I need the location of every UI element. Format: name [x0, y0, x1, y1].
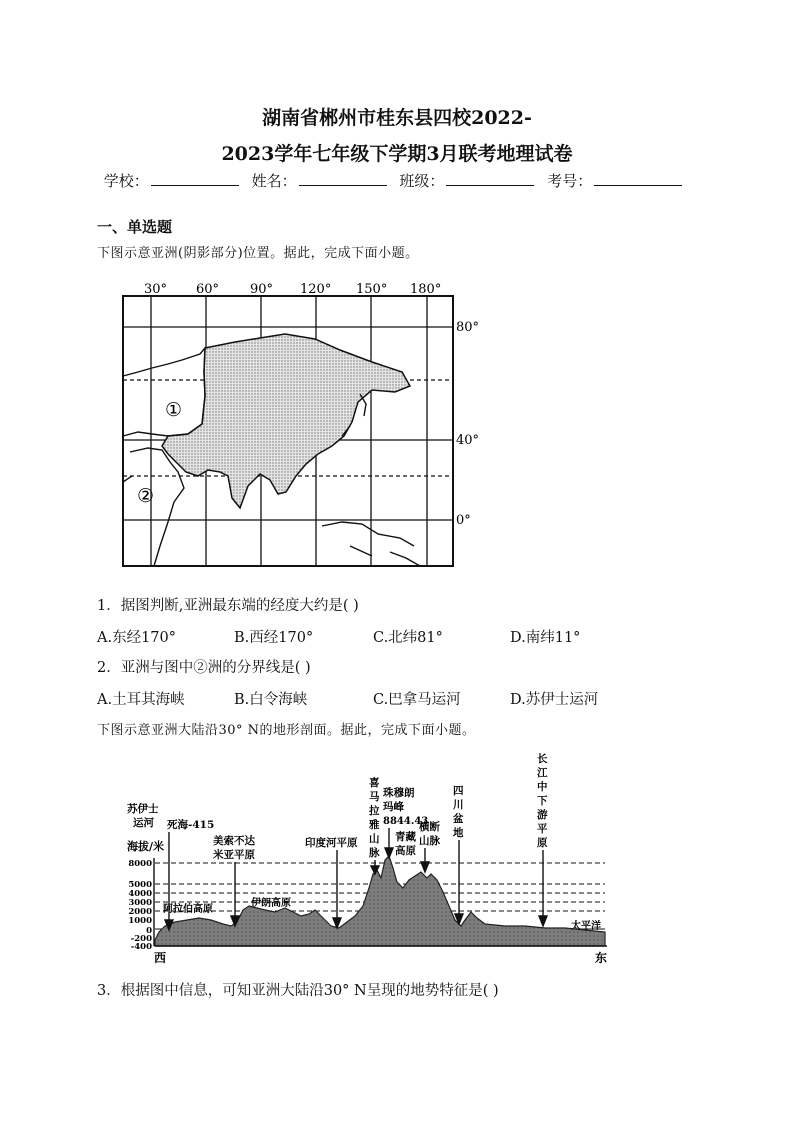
exam-number-label: 考号： — [547, 172, 593, 190]
label-sichuan-1: 四 — [453, 785, 464, 797]
label-yangtze-6: 平 — [537, 823, 548, 835]
q1-option-c[interactable]: C.北纬81° — [373, 630, 443, 646]
direction-west: 西 — [154, 951, 167, 965]
lat-label-80: 80° — [456, 320, 480, 335]
class-label: 班级： — [399, 172, 445, 190]
q2-option-c[interactable]: C.巴拿马运河 — [373, 692, 461, 708]
student-info-line — [0, 170, 794, 191]
label-himalaya-3: 拉 — [369, 805, 380, 817]
terrain-profile-fill — [155, 856, 605, 946]
label-hengduan-line1: 横断 — [419, 821, 440, 833]
lon-label-30: 30° — [144, 282, 168, 297]
section-title: 一、单选题 — [97, 218, 173, 236]
q1-option-a[interactable]: A.东经170° — [97, 630, 177, 646]
page-title-line1: 湖南省郴州市桂东县四校2022- — [262, 107, 532, 129]
label-everest-line2: 玛峰 — [383, 801, 404, 813]
label-suez-canal-line2: 运河 — [133, 817, 154, 829]
label-yangtze-2: 江 — [537, 767, 548, 779]
marker-1: ① — [165, 399, 183, 421]
intro-asia-map: 下图示意亚洲(阴影部分)位置。据此，完成下面小题。 — [97, 246, 419, 261]
label-himalaya-4: 雅 — [369, 819, 380, 831]
y-tick-minus400: -400 — [130, 942, 152, 952]
label-indus-plain: 印度河平原 — [305, 837, 358, 849]
question-2-stem: 2．亚洲与图中②洲的分界线是( ) — [97, 660, 311, 676]
y-tick-1000: 1000 — [128, 916, 152, 926]
label-yangtze-7: 原 — [537, 837, 548, 849]
y-tick-0: 0 — [146, 926, 152, 936]
profile-y-tick-labels — [128, 859, 152, 952]
label-himalaya-1: 喜 — [369, 777, 380, 789]
profile-y-title: 海拔/米 — [127, 840, 165, 853]
label-dead-sea: 死海-415 — [167, 819, 215, 831]
label-himalaya-2: 马 — [369, 791, 380, 803]
y-tick-8000: 8000 — [128, 859, 152, 869]
lat-label-40: 40° — [456, 433, 480, 448]
label-hengduan-line2: 山脉 — [419, 835, 440, 847]
page-title-line2: 2023学年七年级下学期3月联考地理试卷 — [221, 143, 573, 165]
label-everest-line3: 8844.43 — [383, 816, 429, 827]
lon-label-60: 60° — [196, 282, 220, 297]
label-yangtze-1: 长 — [537, 753, 548, 765]
lon-label-120: 120° — [300, 282, 332, 297]
label-pacific: 太平洋 — [571, 921, 601, 932]
terrain-profile-30n — [125, 750, 615, 965]
direction-east: 东 — [595, 951, 608, 965]
y-tick-minus200: -200 — [130, 934, 152, 944]
q2-option-a[interactable]: A.土耳其海峡 — [97, 692, 185, 708]
label-sichuan-3: 盆 — [453, 813, 464, 825]
name-label: 姓名： — [251, 172, 297, 190]
label-yangtze-5: 游 — [537, 809, 548, 821]
class-blank[interactable] — [446, 171, 534, 186]
lon-label-180: 180° — [410, 282, 442, 297]
label-yangtze-3: 中 — [537, 781, 548, 793]
y-tick-3000: 3000 — [128, 898, 152, 908]
label-tibet-line1: 青藏 — [395, 831, 416, 843]
marker-2: ② — [137, 485, 155, 507]
question-3-stem: 3．根据图中信息，可知亚洲大陆沿30° N呈现的地势特征是( ) — [97, 983, 499, 999]
label-mesopotamia-line2: 米亚平原 — [213, 849, 255, 861]
question-1-stem: 1．据图判断,亚洲最东端的经度大约是( ) — [97, 598, 359, 614]
school-label: 学校： — [103, 172, 149, 190]
label-himalaya-5: 山 — [369, 833, 380, 845]
lat-label-0: 0° — [456, 513, 471, 528]
y-tick-4000: 4000 — [128, 889, 152, 899]
asia-location-map — [110, 276, 495, 576]
label-tibet-line2: 高原 — [395, 845, 416, 857]
label-iran-plateau: 伊朗高原 — [251, 898, 291, 909]
lon-label-150: 150° — [356, 282, 388, 297]
name-blank[interactable] — [299, 171, 387, 186]
label-sichuan-2: 川 — [453, 799, 464, 811]
lon-label-90: 90° — [250, 282, 274, 297]
q1-option-d[interactable]: D.南纬11° — [510, 630, 581, 646]
q1-option-b[interactable]: B.西经170° — [234, 630, 314, 646]
intro-profile: 下图示意亚洲大陆沿30° N的地形剖面。据此，完成下面小题。 — [97, 723, 476, 738]
label-himalaya-6: 脉 — [369, 847, 380, 859]
q2-option-d[interactable]: D.苏伊士运河 — [510, 692, 599, 708]
label-mesopotamia-line1: 美索不达 — [213, 835, 255, 847]
y-tick-2000: 2000 — [128, 907, 152, 917]
school-blank[interactable] — [151, 171, 239, 186]
exam-number-blank[interactable] — [594, 171, 682, 186]
label-everest-line1: 珠穆朗 — [383, 787, 415, 799]
label-arabian-plateau: 阿拉伯高原 — [163, 904, 213, 915]
q2-option-b[interactable]: B.白令海峡 — [234, 692, 308, 708]
y-tick-5000: 5000 — [128, 880, 152, 890]
label-yangtze-4: 下 — [537, 795, 548, 807]
label-sichuan-4: 地 — [453, 827, 464, 839]
label-suez-canal-line1: 苏伊士 — [127, 803, 159, 815]
